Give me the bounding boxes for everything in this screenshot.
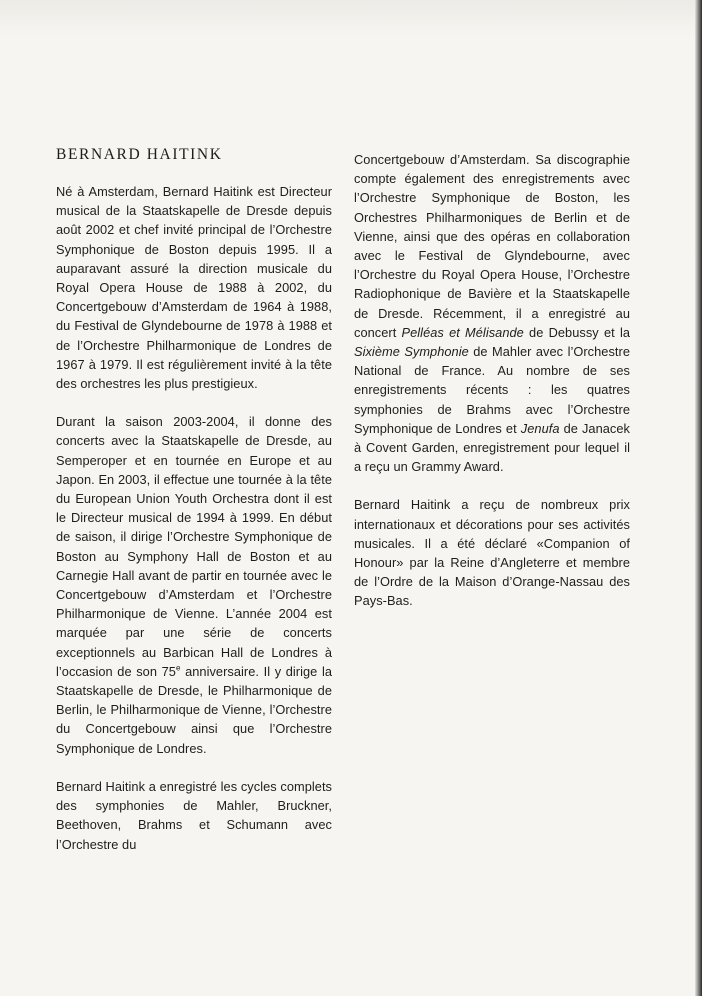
scan-right-edge: [695, 0, 702, 996]
ordinal-superscript: e: [175, 663, 181, 673]
discography-text-a: Concertgebouw d’Amsterdam. Sa discographie compte également des enregistrements avec l’Orchestre Symphonique de Boston, les Orchestres Philharmoniques de Berlin et de Vienne, ainsi que des opéras en collaboration avec le Festival de Glyndebourne, avec l’Orchestre du Royal Opera House, l’Orchestre Radiophonique de Bavière et la Staatskapelle de Dresde. Récemment, il a enregistré au concert: [354, 152, 630, 340]
discography-paragraph: [354, 150, 630, 476]
bio-paragraph-3: Bernard Haitink a enregistré les cycles complets des symphonies de Mahler, Bruckner, Beethoven, Brahms et Schumann avec l’Orchestre du: [56, 778, 332, 852]
left-column: [56, 140, 332, 873]
bio-paragraph-2-text-a: Durant la saison 2003-2004, il donne des concerts avec la Staatskapelle de Dresde, au Semperoper et en tournée en Europe et au Japon. En 2003, il effectue une tournée à la tête du European Union Youth Orchestra dont il est le Directeur musical de 1994 à 1999. En début de saison, il dirige l’Orchestre Symphonique de Boston au Symphony Hall de Boston et au Carnegie Hall avant de partir en tournée avec le Concertgebouw d’Amsterdam et l’Orchestre Philharmonique de Vienne. L’année 2004 est marquée par une série de concerts exceptionnels au Barbican Hall de Londres à l’occasion de son 75: [56, 414, 332, 679]
bio-paragraph-2: [56, 412, 332, 758]
work-title-sixieme: Sixième Symphonie: [354, 344, 469, 360]
right-column: [354, 150, 630, 630]
scan-top-shade: [0, 0, 702, 36]
bio-paragraph-2-text-b: anniversaire. Il y dirige la Staatskapelle de Dresde, le Philharmonique de Berlin, le Philharmonique de Vienne, l’Orchestre du Concertgebouw ainsi que l’Orchestre Symphonique de Londres.: [56, 663, 333, 756]
discography-text-c: de Mahler avec l’Orchestre National de France. Au nombre de ses enregistrements récents : les quatres symphonies de Brahms avec l’Orchestre Symphonique de Londres et: [354, 344, 630, 436]
work-title-jenufa: Jenufa: [520, 420, 560, 436]
work-title-pelleas: Pelléas et Mélisande: [401, 324, 524, 340]
bio-paragraph-1: Né à Amsterdam, Bernard Haitink est Directeur musical de la Staatskapelle de Dresde depuis août 2002 et chef invité principal de l’Orchestre Symphonique de Boston depuis 1995. Il a auparavant assuré la direction musicale du Royal Opera House de 1988 à 2002, du Concertgebouw d’Amsterdam de 1964 à 1988, du Festival de Glyndebourne de 1978 à 1988 et de l’Orchestre Philharmonique de Londres de 1967 à 1979. Il est régulièrement invité à la tête des orchestres les plus prestigieux.: [56, 184, 332, 392]
awards-paragraph: Bernard Haitink a reçu de nombreux prix internationaux et décorations pour ses activités musicales. Il a été déclaré «Companion of Honour» par la Reine d’Angleterre et membre de l’Ordre de la Maison d’Orange-Nassau des Pays-Bas.: [354, 497, 630, 609]
discography-text-b: de Debussy et la: [523, 324, 630, 340]
discography-text-d: de Janacek à Covent Garden, enregistrement pour lequel il a reçu un Grammy Award.: [354, 420, 630, 475]
page-title: BERNARD HAITINK: [56, 146, 223, 163]
